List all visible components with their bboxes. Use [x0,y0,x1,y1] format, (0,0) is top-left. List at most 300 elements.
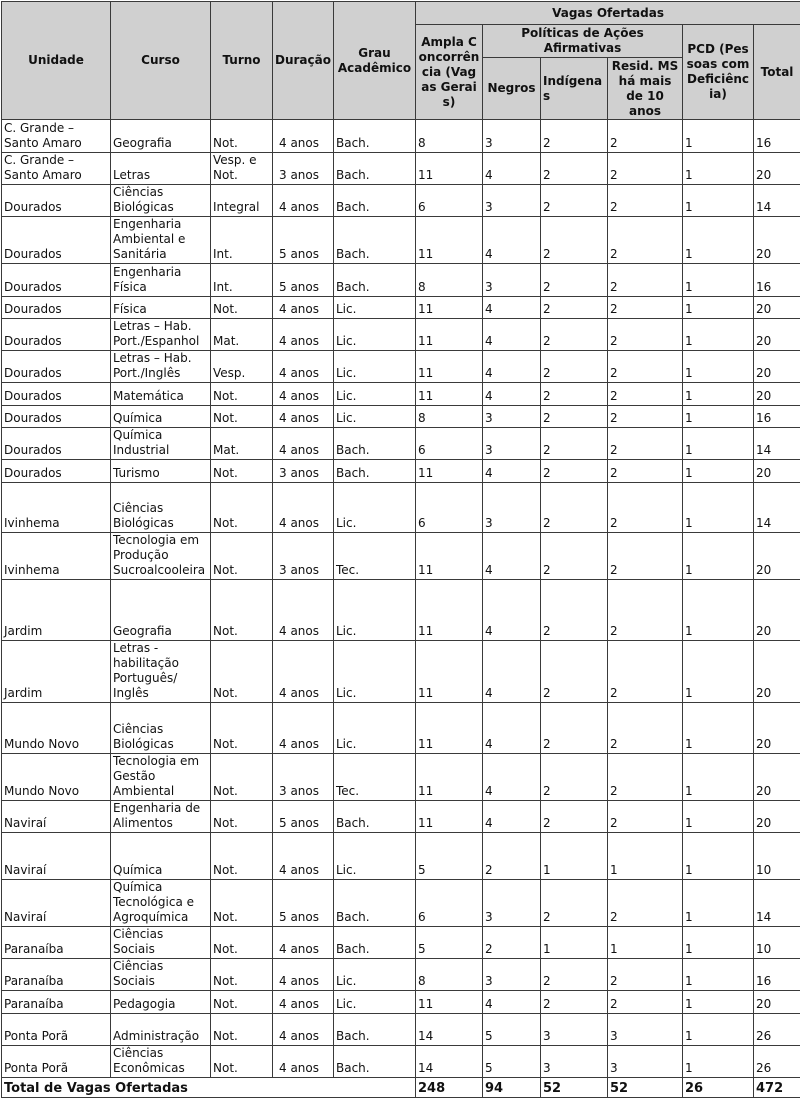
cell-negros: 4 [483,703,541,754]
cell-unidade: Paranaíba [2,959,111,991]
cell-ampla: 11 [416,460,483,483]
cell-curso: Administração [111,1014,211,1046]
table-row [2,217,800,264]
cell-pcd: 1 [683,153,754,185]
cell-curso: Tecnologia em Gestão Ambiental [111,754,211,801]
cell-resid: 2 [608,406,683,428]
totals-row [2,1078,800,1098]
table-header [2,2,800,120]
header-unidade: Unidade [2,2,111,120]
cell-ampla: 11 [416,991,483,1014]
cell-turno: Not. [211,297,273,319]
cell-unidade: Dourados [2,297,111,319]
cell-negros: 3 [483,428,541,460]
table-row [2,297,800,319]
cell-negros: 5 [483,1014,541,1046]
header-total: Total [754,25,800,120]
cell-unidade: C. Grande – Santo Amaro [2,120,111,153]
cell-curso: Ciências Biológicas [111,483,211,533]
cell-ampla: 11 [416,319,483,351]
cell-duracao: 3 anos [273,460,334,483]
cell-ampla: 5 [416,927,483,959]
cell-unidade: Naviraí [2,801,111,833]
cell-unidade: Dourados [2,406,111,428]
cell-curso: Engenharia de Alimentos [111,801,211,833]
cell-duracao: 4 anos [273,641,334,703]
cell-duracao: 4 anos [273,428,334,460]
cell-total: 14 [754,428,800,460]
cell-curso: Geografia [111,120,211,153]
cell-resid: 2 [608,801,683,833]
cell-total: 20 [754,153,800,185]
cell-ampla: 8 [416,406,483,428]
table-row [2,1046,800,1078]
cell-duracao: 4 anos [273,703,334,754]
cell-duracao: 4 anos [273,319,334,351]
cell-unidade: Ivinhema [2,483,111,533]
cell-grau: Bach. [334,1014,416,1046]
cell-total: 20 [754,533,800,580]
cell-indigenas: 2 [541,428,608,460]
cell-ampla: 11 [416,754,483,801]
cell-curso: Letras – Hab. Port./Espanhol [111,319,211,351]
cell-pcd: 1 [683,641,754,703]
cell-curso: Letras - habilitação Português/ Inglês [111,641,211,703]
cell-indigenas: 2 [541,703,608,754]
table-row [2,880,800,927]
cell-indigenas: 2 [541,153,608,185]
header-negros: Negros [483,58,541,120]
cell-unidade: Mundo Novo [2,754,111,801]
cell-grau: Bach. [334,185,416,217]
table-row [2,264,800,297]
cell-duracao: 4 anos [273,927,334,959]
cell-grau: Bach. [334,801,416,833]
table-row [2,428,800,460]
cell-ampla: 5 [416,833,483,880]
cell-negros: 3 [483,880,541,927]
cell-indigenas: 3 [541,1046,608,1078]
table-row [2,754,800,801]
cell-grau: Lic. [334,580,416,641]
table-row [2,406,800,428]
cell-turno: Not. [211,533,273,580]
header-grau: Grau Acadêmico [334,2,416,120]
cell-unidade: Dourados [2,319,111,351]
cell-unidade: Jardim [2,580,111,641]
cell-duracao: 5 anos [273,264,334,297]
cell-total: 20 [754,580,800,641]
cell-duracao: 4 anos [273,406,334,428]
cell-duracao: 4 anos [273,580,334,641]
cell-resid: 2 [608,120,683,153]
cell-indigenas: 2 [541,959,608,991]
cell-negros: 4 [483,991,541,1014]
cell-total: 26 [754,1046,800,1078]
cell-indigenas: 2 [541,880,608,927]
cell-negros: 4 [483,383,541,406]
cell-negros: 4 [483,351,541,383]
header-politicas: Políticas de Ações Afirmativas [483,25,683,58]
cell-pcd: 1 [683,383,754,406]
cell-grau: Lic. [334,351,416,383]
cell-pcd: 1 [683,1014,754,1046]
cell-resid: 2 [608,319,683,351]
cell-indigenas: 1 [541,927,608,959]
cell-ampla: 14 [416,1046,483,1078]
cell-turno: Not. [211,641,273,703]
total-total: 472 [754,1078,800,1098]
cell-duracao: 4 anos [273,297,334,319]
header-indigenas: Indígenas [541,58,608,120]
cell-curso: Química Industrial [111,428,211,460]
cell-resid: 2 [608,185,683,217]
cell-turno: Integral [211,185,273,217]
cell-total: 10 [754,927,800,959]
table-row [2,351,800,383]
cell-grau: Lic. [334,703,416,754]
cell-indigenas: 2 [541,754,608,801]
cell-pcd: 1 [683,927,754,959]
cell-ampla: 11 [416,383,483,406]
total-pcd: 26 [683,1078,754,1098]
cell-negros: 4 [483,641,541,703]
cell-grau: Bach. [334,217,416,264]
total-ampla: 248 [416,1078,483,1098]
cell-grau: Lic. [334,833,416,880]
cell-negros: 3 [483,120,541,153]
cell-turno: Mat. [211,428,273,460]
cell-total: 20 [754,460,800,483]
cell-grau: Bach. [334,153,416,185]
cell-total: 20 [754,351,800,383]
cell-duracao: 4 anos [273,991,334,1014]
cell-pcd: 1 [683,120,754,153]
cell-unidade: Naviraí [2,880,111,927]
cell-unidade: Dourados [2,428,111,460]
cell-curso: Química [111,406,211,428]
cell-unidade: Ponta Porã [2,1014,111,1046]
cell-pcd: 1 [683,351,754,383]
cell-resid: 2 [608,959,683,991]
cell-duracao: 3 anos [273,754,334,801]
cell-total: 20 [754,801,800,833]
cell-grau: Lic. [334,483,416,533]
cell-grau: Bach. [334,264,416,297]
cell-negros: 3 [483,406,541,428]
cell-grau: Lic. [334,641,416,703]
cell-ampla: 11 [416,533,483,580]
cell-ampla: 6 [416,428,483,460]
cell-duracao: 5 anos [273,217,334,264]
cell-duracao: 4 anos [273,483,334,533]
table-row [2,185,800,217]
cell-turno: Not. [211,703,273,754]
cell-resid: 2 [608,264,683,297]
cell-pcd: 1 [683,297,754,319]
cell-negros: 2 [483,927,541,959]
cell-ampla: 11 [416,641,483,703]
cell-negros: 4 [483,754,541,801]
cell-ampla: 6 [416,483,483,533]
header-duracao: Duração [273,2,334,120]
cell-turno: Not. [211,120,273,153]
cell-negros: 3 [483,959,541,991]
cell-unidade: Ivinhema [2,533,111,580]
cell-curso: Ciências Sociais [111,927,211,959]
cell-total: 10 [754,833,800,880]
cell-resid: 2 [608,351,683,383]
totals-label: Total de Vagas Ofertadas [2,1078,416,1098]
cell-pcd: 1 [683,880,754,927]
total-indigenas: 52 [541,1078,608,1098]
cell-ampla: 8 [416,120,483,153]
cell-turno: Not. [211,1014,273,1046]
cell-ampla: 11 [416,801,483,833]
cell-duracao: 3 anos [273,153,334,185]
cell-turno: Not. [211,754,273,801]
cell-curso: Letras – Hab. Port./Inglês [111,351,211,383]
cell-ampla: 11 [416,217,483,264]
cell-unidade: Dourados [2,264,111,297]
cell-curso: Letras [111,153,211,185]
cell-duracao: 4 anos [273,833,334,880]
cell-ampla: 11 [416,703,483,754]
cell-duracao: 5 anos [273,801,334,833]
cell-duracao: 4 anos [273,185,334,217]
cell-resid: 2 [608,297,683,319]
cell-total: 26 [754,1014,800,1046]
cell-turno: Not. [211,880,273,927]
cell-pcd: 1 [683,1046,754,1078]
cell-negros: 3 [483,185,541,217]
cell-resid: 2 [608,460,683,483]
cell-pcd: 1 [683,185,754,217]
cell-resid: 2 [608,428,683,460]
cell-unidade: Paranaíba [2,991,111,1014]
cell-unidade: Dourados [2,185,111,217]
cell-indigenas: 2 [541,533,608,580]
cell-unidade: Dourados [2,383,111,406]
cell-duracao: 4 anos [273,351,334,383]
table-row [2,991,800,1014]
cell-curso: Pedagogia [111,991,211,1014]
cell-curso: Engenharia Física [111,264,211,297]
cell-total: 20 [754,383,800,406]
cell-indigenas: 2 [541,580,608,641]
cell-unidade: C. Grande – Santo Amaro [2,153,111,185]
cell-ampla: 11 [416,351,483,383]
cell-resid: 2 [608,703,683,754]
cell-total: 16 [754,406,800,428]
cell-ampla: 14 [416,1014,483,1046]
cell-negros: 4 [483,801,541,833]
cell-ampla: 11 [416,580,483,641]
table-row [2,120,800,153]
cell-total: 20 [754,641,800,703]
cell-negros: 4 [483,580,541,641]
cell-total: 16 [754,264,800,297]
cell-total: 14 [754,483,800,533]
table-row [2,703,800,754]
header-curso: Curso [111,2,211,120]
cell-curso: Tecnologia em Produção Sucroalcooleira [111,533,211,580]
cell-curso: Matemática [111,383,211,406]
cell-unidade: Dourados [2,351,111,383]
cell-ampla: 11 [416,153,483,185]
cell-total: 20 [754,754,800,801]
cell-total: 14 [754,185,800,217]
cell-turno: Vesp. [211,351,273,383]
cell-unidade: Naviraí [2,833,111,880]
cell-grau: Bach. [334,927,416,959]
cell-ampla: 8 [416,959,483,991]
cell-curso: Ciências Econômicas [111,1046,211,1078]
cell-total: 20 [754,319,800,351]
cell-curso: Química [111,833,211,880]
vagas-table [1,1,800,1098]
cell-resid: 2 [608,991,683,1014]
cell-resid: 2 [608,483,683,533]
cell-indigenas: 2 [541,406,608,428]
cell-ampla: 11 [416,297,483,319]
cell-curso: Química Tecnológica e Agroquímica [111,880,211,927]
table-row [2,801,800,833]
cell-unidade: Dourados [2,217,111,264]
cell-grau: Lic. [334,959,416,991]
cell-curso: Ciências Sociais [111,959,211,991]
cell-pcd: 1 [683,991,754,1014]
cell-indigenas: 2 [541,120,608,153]
cell-negros: 4 [483,217,541,264]
cell-pcd: 1 [683,580,754,641]
cell-ampla: 8 [416,264,483,297]
cell-grau: Lic. [334,406,416,428]
cell-pcd: 1 [683,264,754,297]
cell-indigenas: 1 [541,833,608,880]
cell-turno: Not. [211,991,273,1014]
cell-resid: 3 [608,1046,683,1078]
cell-turno: Not. [211,383,273,406]
cell-grau: Bach. [334,428,416,460]
table-row [2,533,800,580]
header-resid: Resid. MS há mais de 10 anos [608,58,683,120]
cell-negros: 4 [483,319,541,351]
cell-resid: 2 [608,153,683,185]
cell-total: 16 [754,959,800,991]
cell-resid: 2 [608,580,683,641]
cell-indigenas: 2 [541,991,608,1014]
cell-negros: 4 [483,460,541,483]
cell-grau: Lic. [334,319,416,351]
total-resid: 52 [608,1078,683,1098]
table-row [2,1014,800,1046]
cell-negros: 4 [483,533,541,580]
cell-negros: 2 [483,833,541,880]
cell-turno: Not. [211,460,273,483]
cell-unidade: Ponta Porã [2,1046,111,1078]
cell-negros: 3 [483,483,541,533]
cell-indigenas: 2 [541,460,608,483]
cell-pcd: 1 [683,801,754,833]
cell-pcd: 1 [683,703,754,754]
cell-curso: Engenharia Ambiental e Sanitária [111,217,211,264]
table-row [2,959,800,991]
cell-total: 20 [754,703,800,754]
cell-resid: 1 [608,927,683,959]
cell-duracao: 4 anos [273,959,334,991]
cell-resid: 3 [608,1014,683,1046]
cell-indigenas: 2 [541,319,608,351]
cell-unidade: Paranaíba [2,927,111,959]
cell-total: 20 [754,217,800,264]
cell-grau: Lic. [334,383,416,406]
cell-unidade: Jardim [2,641,111,703]
cell-grau: Bach. [334,1046,416,1078]
cell-total: 14 [754,880,800,927]
cell-grau: Tec. [334,754,416,801]
cell-turno: Mat. [211,319,273,351]
cell-duracao: 5 anos [273,880,334,927]
cell-indigenas: 2 [541,383,608,406]
table-row [2,927,800,959]
cell-indigenas: 3 [541,1014,608,1046]
cell-resid: 2 [608,533,683,580]
cell-pcd: 1 [683,754,754,801]
cell-duracao: 4 anos [273,1046,334,1078]
cell-indigenas: 2 [541,641,608,703]
cell-unidade: Mundo Novo [2,703,111,754]
table-row [2,483,800,533]
cell-total: 16 [754,120,800,153]
total-negros: 94 [483,1078,541,1098]
cell-pcd: 1 [683,833,754,880]
cell-resid: 2 [608,754,683,801]
cell-duracao: 4 anos [273,120,334,153]
cell-curso: Geografia [111,580,211,641]
cell-resid: 2 [608,880,683,927]
cell-turno: Not. [211,1046,273,1078]
cell-resid: 2 [608,641,683,703]
table-body [2,120,800,1098]
cell-total: 20 [754,297,800,319]
cell-turno: Int. [211,264,273,297]
cell-indigenas: 2 [541,351,608,383]
cell-indigenas: 2 [541,801,608,833]
cell-negros: 5 [483,1046,541,1078]
cell-duracao: 3 anos [273,533,334,580]
table-row [2,383,800,406]
cell-turno: Not. [211,833,273,880]
cell-indigenas: 2 [541,483,608,533]
table-row [2,153,800,185]
cell-duracao: 4 anos [273,1014,334,1046]
cell-turno: Int. [211,217,273,264]
cell-pcd: 1 [683,483,754,533]
cell-turno: Not. [211,483,273,533]
cell-duracao: 4 anos [273,383,334,406]
cell-negros: 4 [483,297,541,319]
cell-pcd: 1 [683,406,754,428]
cell-turno: Not. [211,406,273,428]
table-row [2,580,800,641]
cell-pcd: 1 [683,533,754,580]
cell-negros: 4 [483,153,541,185]
cell-turno: Not. [211,801,273,833]
cell-turno: Not. [211,927,273,959]
cell-resid: 2 [608,217,683,264]
cell-resid: 2 [608,383,683,406]
